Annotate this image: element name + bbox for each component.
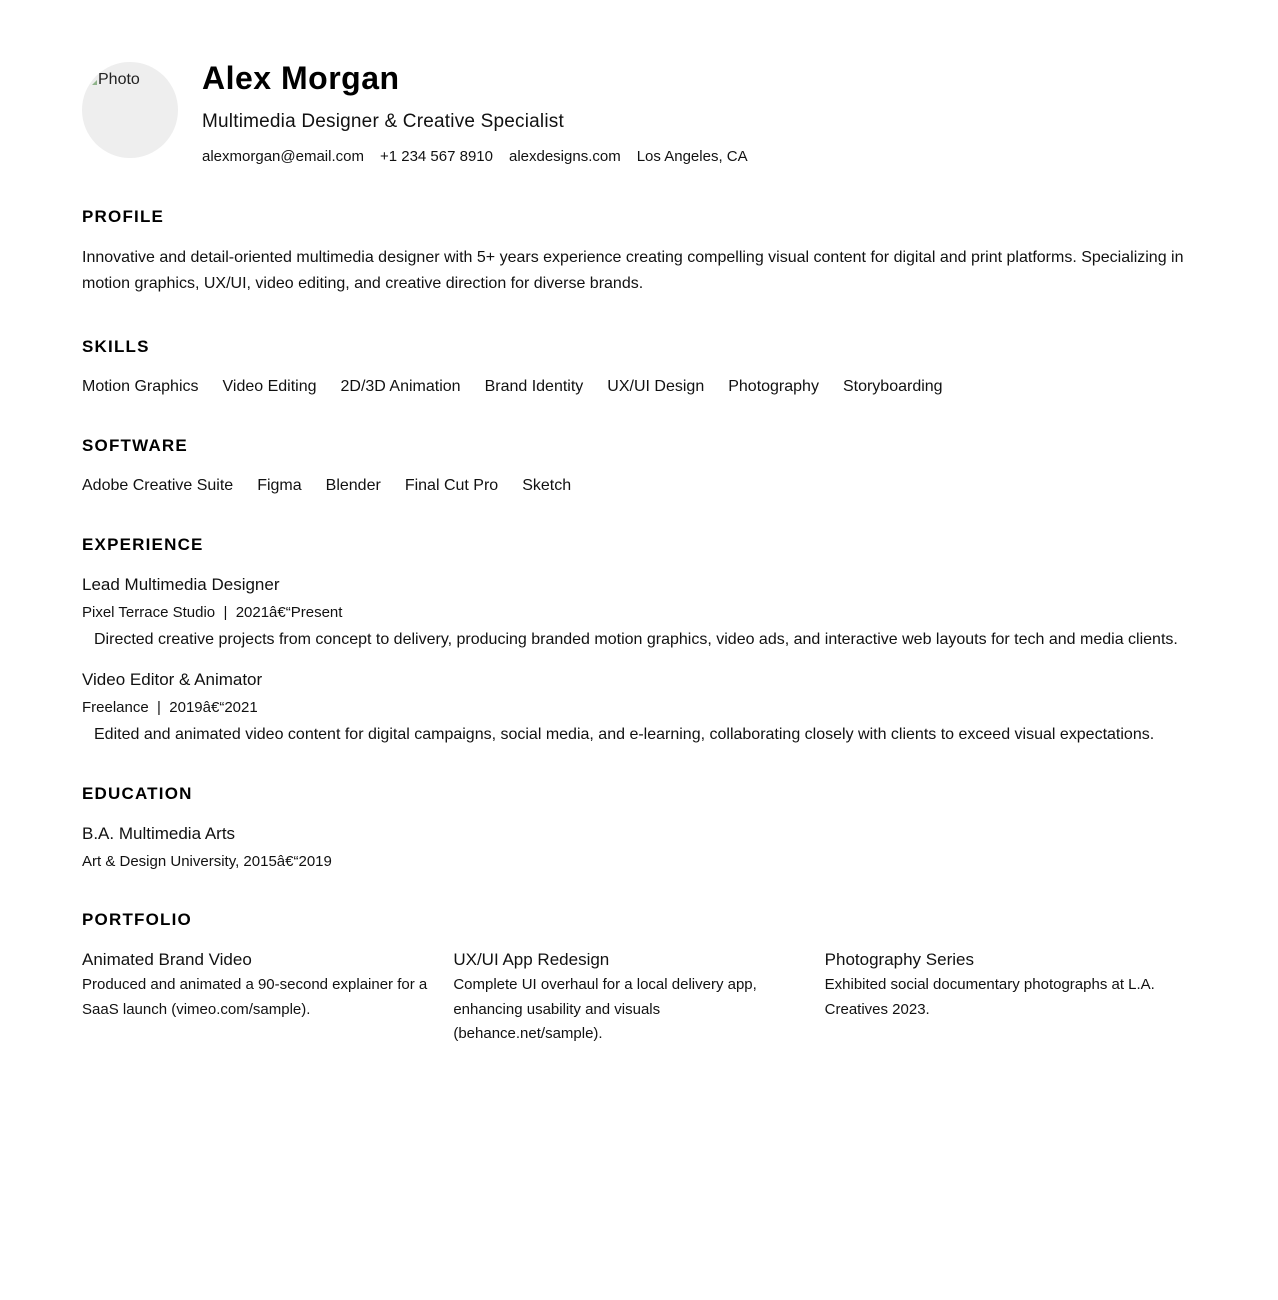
software-section [82,436,1196,496]
portfolio-grid [82,950,1196,1047]
photo-alt-text: Photo [98,71,140,88]
contact-email: alexmorgan@email.com [202,148,364,165]
broken-image-icon [92,80,97,85]
portfolio-title: UX/UI App Redesign [453,950,610,969]
section-heading: PORTFOLIO [82,910,192,929]
portfolio-item [453,950,824,1047]
skill-item: Video Editing [222,378,317,395]
section-heading: EXPERIENCE [82,535,204,554]
candidate-title: Multimedia Designer & Creative Specialist [202,111,564,132]
contact-info [202,148,764,166]
software-item: Blender [325,477,381,494]
portfolio-description: Produced and animated a 90-second explainer for a SaaS launch (vimeo.com/sample). [82,976,428,1018]
section-heading: EDUCATION [82,784,193,803]
candidate-name: Alex Morgan [202,60,400,96]
section-heading: PROFILE [82,207,165,226]
job-entry [82,575,1196,650]
skill-item: Photography [728,378,819,395]
software-list [82,476,1196,496]
software-item: Figma [257,477,302,494]
software-item: Sketch [522,477,572,494]
contact-website: alexdesigns.com [508,148,621,165]
portfolio-item [825,950,1196,1047]
portfolio-section [82,910,1196,1047]
skill-item: Brand Identity [484,378,584,395]
section-heading: SKILLS [82,337,150,356]
education-section [82,784,1196,871]
broken-image-placeholder [92,71,140,89]
job-title: Lead Multimedia Designer [82,575,280,594]
profile-section [82,207,1196,297]
skill-item: UX/UI Design [607,378,705,395]
portfolio-description: Exhibited social documentary photographs at L.A. Creatives 2023. [824,976,1155,1018]
portfolio-description: Complete UI overhaul for a local delivery app, enhancing usability and visuals (behance.net/sample). [453,976,757,1042]
contact-location: Los Angeles, CA [636,148,748,165]
experience-section [82,535,1196,745]
job-title: Video Editor & Animator [82,670,263,689]
portfolio-title: Animated Brand Video [82,950,252,969]
job-meta: Freelance | 2019â€“2021 [82,699,258,716]
resume-header [82,60,1196,170]
section-heading: SOFTWARE [82,436,188,455]
contact-phone: +1 234 567 8910 [379,148,493,165]
profile-summary: Innovative and detail-oriented multimedia designer with 5+ years experience creating compelling visual content for digital and print platforms. Specializing in motion graphics, UX/UI, video editing, and creative direction for diverse brands. [82,249,1184,292]
skill-item: Motion Graphics [82,378,199,395]
skills-list [82,377,1196,397]
job-entry [82,670,1196,745]
portfolio-item [82,950,453,1047]
skills-section [82,337,1196,397]
skill-item: Storyboarding [842,378,943,395]
software-item: Final Cut Pro [404,477,499,494]
portfolio-title: Photography Series [824,950,974,969]
header-text [202,60,764,166]
skill-item: 2D/3D Animation [340,378,461,395]
job-description: Directed creative projects from concept to delivery, producing branded motion graphics, video ads, and interactive web layouts for tech and media clients. [94,631,1178,648]
job-meta: Pixel Terrace Studio | 2021â€“Present [82,604,343,621]
profile-photo [82,62,178,158]
job-description: Edited and animated video content for digital campaigns, social media, and e-learning, collaborating closely with clients to exceed visual expectations. [94,726,1155,743]
education-degree: B.A. Multimedia Arts [82,824,236,843]
software-item: Adobe Creative Suite [82,477,234,494]
education-meta: Art & Design University, 2015â€“2019 [82,853,332,870]
